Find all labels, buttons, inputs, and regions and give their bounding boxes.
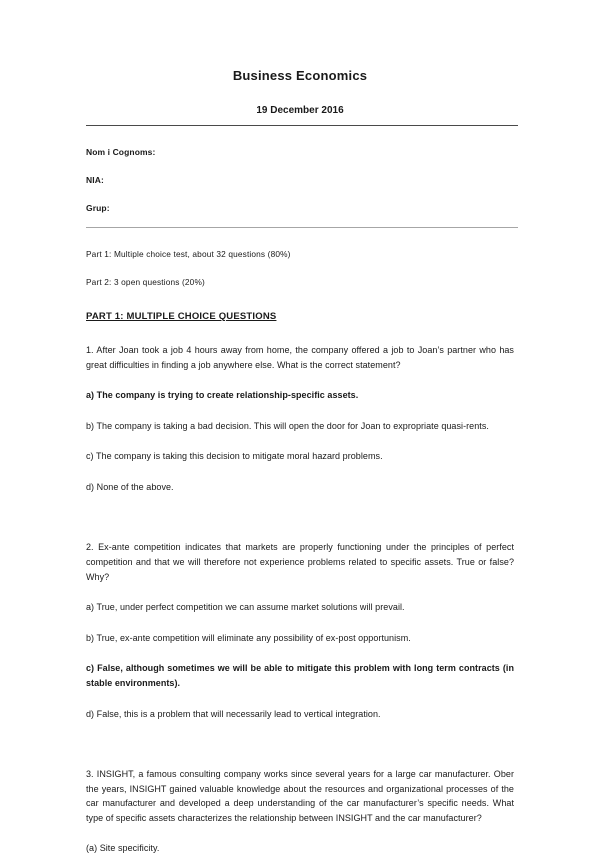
question-option[interactable]: c) The company is taking this decision to mitigate moral hazard problems. — [86, 451, 383, 462]
section-heading-part1: PART 1: MULTIPLE CHOICE QUESTIONS — [86, 311, 277, 322]
question-option[interactable]: c) False, although sometimes we will be able to mitigate this problem with long term contracts (in stable environments). — [86, 663, 514, 688]
question-stem: 1. After Joan took a job 4 hours away from home, the company offered a job to Joan’s partner who has great difficulties in finding a job anywhere else. What is the correct statement? — [86, 345, 514, 370]
question-option[interactable]: (a) Site specificity. — [86, 843, 160, 854]
header-divider — [86, 125, 518, 126]
page-title: Business Economics — [232, 68, 368, 83]
question-option[interactable]: a) The company is trying to create relationship-specific assets. — [86, 390, 359, 401]
question-1 — [86, 343, 514, 494]
question-stem: 3. INSIGHT, a famous consulting company works since several years for a large car manufacturer. Ober the years, INSIGHT gained valuable knowledge about the resources and organizational processes of the car manufacturer and developed a deep understanding of the car manufacturer’s specific needs. What type of specific assets characterizes the relationship between INSIGHT and the car manufacturer? — [86, 769, 514, 823]
question-option[interactable]: b) The company is taking a bad decision. This will open the door for Joan to expropriate quasi-rents. — [86, 420, 489, 431]
field-nia: NIA: — [86, 175, 104, 185]
question-option[interactable]: b) True, ex-ante competition will eliminate any possibility of ex-post opportunism. — [86, 632, 411, 643]
question-3 — [86, 767, 514, 856]
field-name: Nom i Cognoms: — [86, 147, 156, 157]
question-option[interactable]: a) True, under perfect competition we can assume market solutions will prevail. — [86, 602, 405, 613]
question-2 — [86, 540, 514, 721]
student-fields — [86, 147, 514, 213]
question-option[interactable]: d) None of the above. — [86, 481, 174, 492]
part-summary-1: Part 1: Multiple choice test, about 32 questions (80%) — [86, 249, 291, 259]
question-option[interactable]: d) False, this is a problem that will necessarily lead to vertical integration. — [86, 708, 381, 719]
field-group: Grup: — [86, 203, 110, 213]
question-stem: 2. Ex-ante competition indicates that markets are properly functioning under the principles of perfect competition and that we will therefore not experience problems related to specific assets. True or false? Why? — [86, 542, 514, 582]
fields-divider — [86, 227, 518, 228]
part-summary-2: Part 2: 3 open questions (20%) — [86, 277, 205, 287]
exam-date: 19 December 2016 — [256, 105, 344, 116]
